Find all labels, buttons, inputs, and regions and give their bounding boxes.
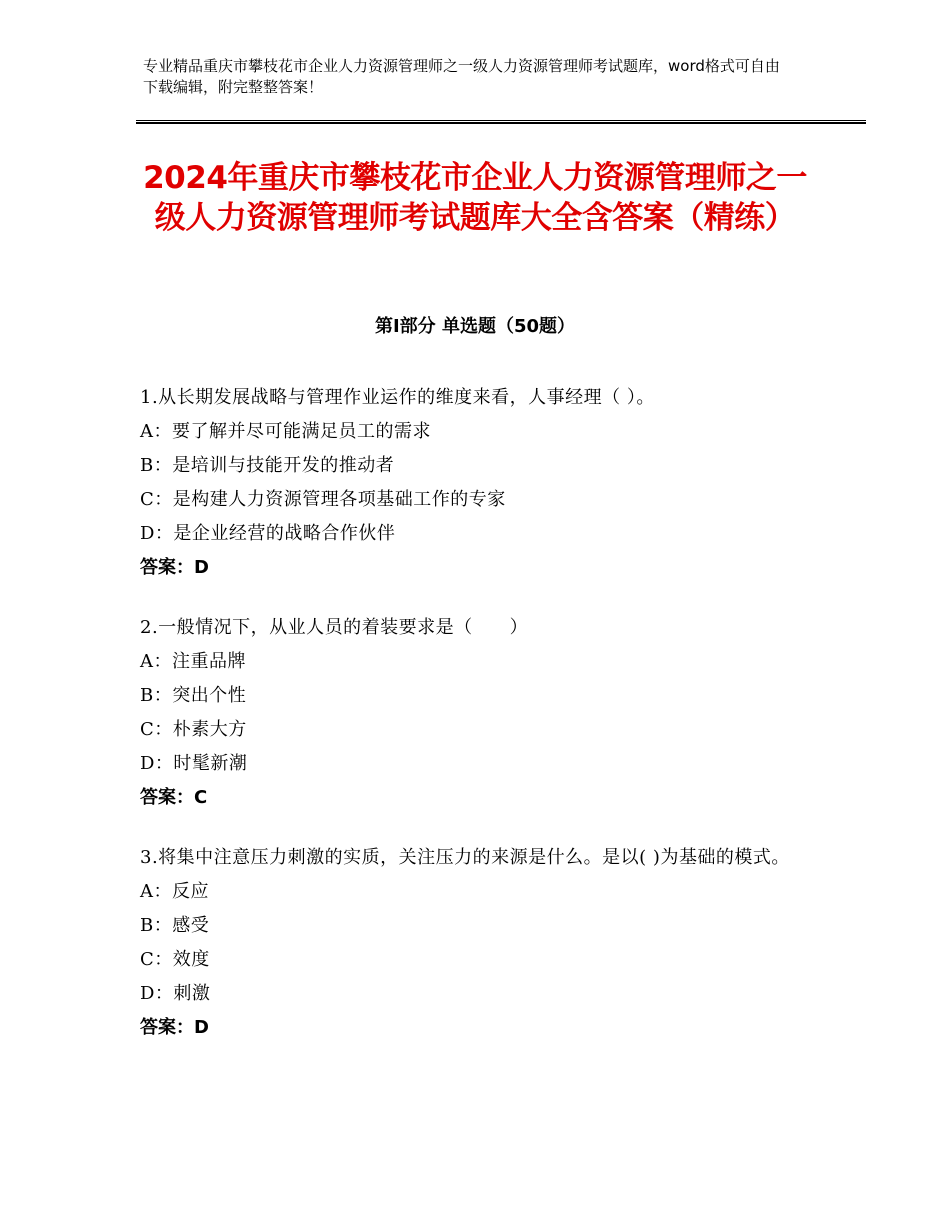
question-option: B：感受 — [140, 915, 210, 936]
question-option: C：是构建人力资源管理各项基础工作的专家 — [140, 489, 506, 510]
question-stem: 2.一般情况下，从业人员的着装要求是（ ） — [140, 617, 529, 638]
question-option: C：效度 — [140, 949, 210, 970]
question-option: B：是培训与技能开发的推动者 — [140, 455, 395, 476]
question-answer: 答案：D — [140, 1017, 209, 1038]
question-option: A：反应 — [140, 881, 209, 902]
question-stem: 1.从长期发展战略与管理作业运作的维度来看，人事经理（ ）。 — [140, 387, 655, 408]
question-list — [140, 381, 820, 1071]
question-stem: 3.将集中注意压力刺激的实质，关注压力的来源是什么。是以( )为基础的模式。 — [140, 847, 790, 868]
question-item — [140, 841, 820, 1045]
question-option: B：突出个性 — [140, 685, 247, 706]
question-option: C：朴素大方 — [140, 719, 247, 740]
question-answer: 答案：C — [140, 787, 208, 808]
question-option: D：是企业经营的战略合作伙伴 — [140, 523, 396, 544]
question-answer: 答案：D — [140, 557, 209, 578]
document-title: 2024年重庆市攀枝花市企业人力资源管理师之一级人力资源管理师考试题库大全含答案（精练） — [143, 160, 807, 236]
question-option: D：时髦新潮 — [140, 753, 248, 774]
section-title: 第Ⅰ部分 单选题（50题） — [374, 316, 575, 337]
question-option: A：要了解并尽可能满足员工的需求 — [140, 421, 431, 442]
header-note: 专业精品重庆市攀枝花市企业人力资源管理师之一级人力资源管理师考试题库，word格式可自由下载编辑，附完整整答案！ — [143, 57, 780, 96]
question-option: D：刺激 — [140, 983, 211, 1004]
question-item — [140, 381, 820, 585]
question-option: A：注重品牌 — [140, 651, 246, 672]
header-divider — [136, 120, 866, 124]
question-item — [140, 611, 820, 815]
